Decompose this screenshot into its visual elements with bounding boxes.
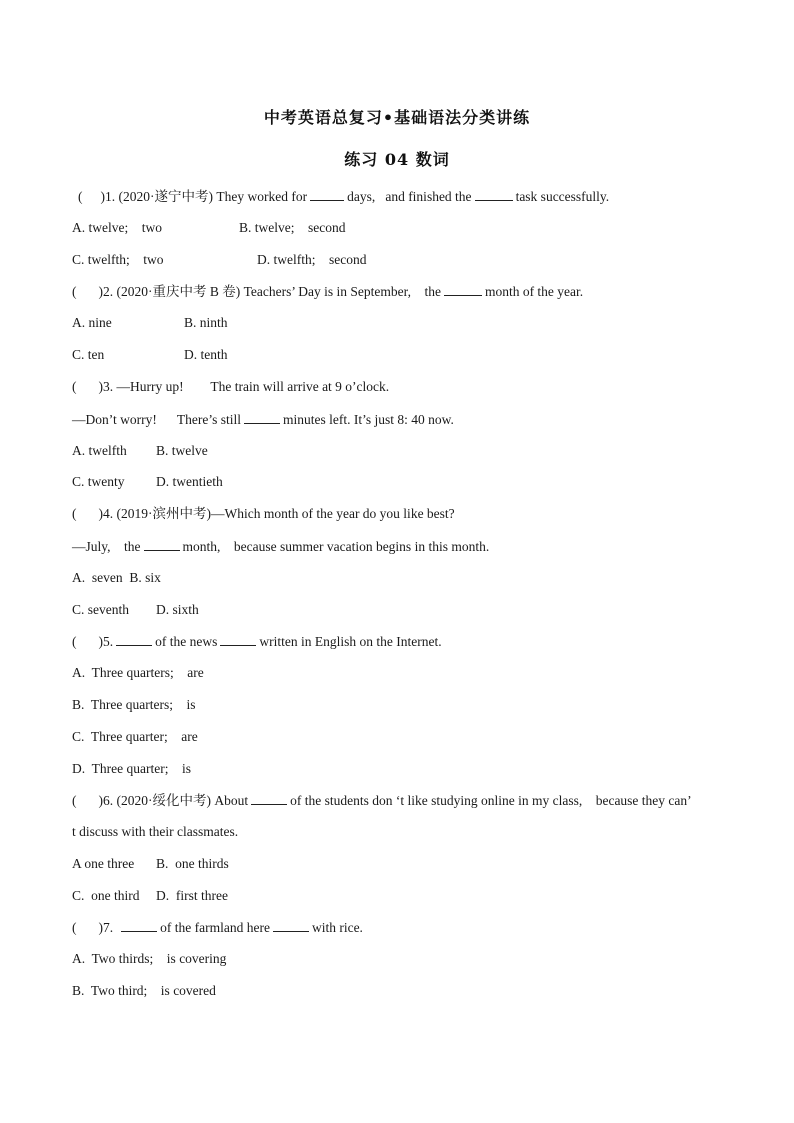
question-4-line-2: —July, the month, because summer vacation begins in this month. xyxy=(72,539,490,554)
answer-blank[interactable] xyxy=(475,188,513,201)
option-a[interactable]: A. Two thirds; is covering xyxy=(72,951,227,966)
answer-blank[interactable] xyxy=(244,411,280,424)
answer-blank[interactable] xyxy=(144,538,180,551)
answer-blank[interactable] xyxy=(273,919,309,932)
option-d[interactable]: D. twentieth xyxy=(156,474,223,489)
option-c[interactable]: C. ten xyxy=(72,347,105,362)
option-c[interactable]: C. twelfth; two xyxy=(72,252,164,267)
question-4: ( )4. (2019·滨州中考)—Which month of the year do you like best? xyxy=(72,506,455,521)
option-d[interactable]: D. Three quarter; is xyxy=(72,761,191,776)
page-subtitle: 练习 04 数词 xyxy=(344,150,450,169)
answer-blank[interactable] xyxy=(220,633,256,646)
option-a[interactable]: A. twelve; two xyxy=(72,220,162,235)
question-3-line-2: —Don’t worry! There’s still minutes left. It’s just 8: 40 now. xyxy=(72,412,454,427)
option-b[interactable]: B. Three quarters; is xyxy=(72,697,196,712)
answer-blank[interactable] xyxy=(251,792,287,805)
option-c[interactable]: C. Three quarter; are xyxy=(72,729,198,744)
option-b[interactable]: B. ninth xyxy=(184,315,228,330)
option-b[interactable]: B. one thirds xyxy=(156,856,229,871)
question-6-line-2: t discuss with their classmates. xyxy=(72,824,239,839)
question-6: ( )6. (2020·绥化中考) About of the students don ‘t like studying online in my class, because they can’ xyxy=(72,793,692,808)
question-3: ( )3. —Hurry up! The train will arrive at 9 o’clock. xyxy=(72,379,390,394)
option-c[interactable]: C. seventh xyxy=(72,602,129,617)
option-a-b[interactable]: A. seven B. six xyxy=(72,570,161,585)
question-5: ( )5. of the news written in English on the Internet. xyxy=(72,634,442,649)
option-a[interactable]: A. twelfth xyxy=(72,443,127,458)
option-a[interactable]: A. Three quarters; are xyxy=(72,665,204,680)
option-d[interactable]: D. twelfth; second xyxy=(257,252,367,267)
option-d[interactable]: D. sixth xyxy=(156,602,199,617)
option-c[interactable]: C. twenty xyxy=(72,474,125,489)
option-b[interactable]: B. twelve xyxy=(156,443,208,458)
question-2: ( )2. (2020·重庆中考 B 卷) Teachers’ Day is in September, the month of the year. xyxy=(72,284,584,299)
answer-blank[interactable] xyxy=(116,633,152,646)
option-b[interactable]: B. twelve; second xyxy=(239,220,346,235)
question-1: ( )1. (2020·遂宁中考) They worked for days, and finished the task successfully. xyxy=(78,189,610,204)
answer-blank[interactable] xyxy=(121,919,157,932)
option-a[interactable]: A. nine xyxy=(72,315,112,330)
answer-blank[interactable] xyxy=(310,188,344,201)
option-c[interactable]: C. one third xyxy=(72,888,140,903)
answer-blank[interactable] xyxy=(444,283,482,296)
option-d[interactable]: D. first three xyxy=(156,888,228,903)
question-7: ( )7. of the farmland here with rice. xyxy=(72,920,363,935)
page-title: 中考英语总复习•基础语法分类讲练 xyxy=(263,108,531,127)
option-b[interactable]: B. Two third; is covered xyxy=(72,983,216,998)
option-a[interactable]: A one three xyxy=(72,856,135,871)
option-d[interactable]: D. tenth xyxy=(184,347,228,362)
